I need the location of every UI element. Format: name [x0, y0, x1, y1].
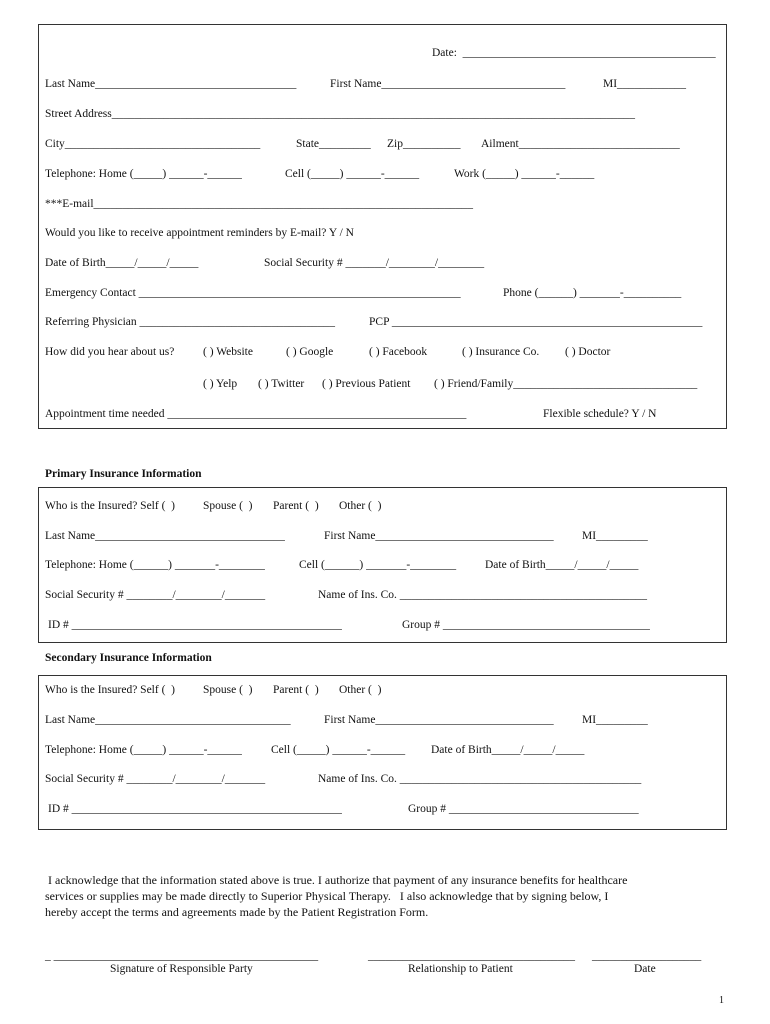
referral-option-previous-patient[interactable]: ( ) Previous Patient [322, 378, 411, 390]
signature-line[interactable]: _ ______________________________________________ [45, 950, 319, 962]
secondary-mi-field[interactable]: MI_________ [582, 714, 648, 726]
primary-insured-self[interactable]: Who is the Insured? Self ( ) [45, 500, 175, 512]
first-name-field[interactable]: First Name________________________________ [330, 78, 566, 90]
secondary-home-phone-field[interactable]: Telephone: Home (_____) ______-______ [45, 744, 242, 756]
primary-insured-parent[interactable]: Parent ( ) [273, 500, 319, 512]
referral-source-label: How did you hear about us? [45, 346, 175, 358]
referral-option-website[interactable]: ( ) Website [203, 346, 253, 358]
primary-insured-other[interactable]: Other ( ) [339, 500, 382, 512]
primary-ssn-field[interactable]: Social Security # ________/________/_______ [45, 589, 266, 601]
relationship-label: Relationship to Patient [408, 963, 513, 975]
page-number: 1 [719, 995, 724, 1006]
referral-option-facebook[interactable]: ( ) Facebook [369, 346, 428, 358]
primary-insurance-company-field[interactable]: Name of Ins. Co. ___________________________________________ [318, 589, 648, 601]
secondary-insured-self[interactable]: Who is the Insured? Self ( ) [45, 684, 175, 696]
cell-phone-field[interactable]: Cell (_____) ______-______ [285, 168, 420, 180]
state-field[interactable]: State_________ [296, 138, 371, 150]
flexible-schedule-question[interactable]: Flexible schedule? Y / N [543, 408, 657, 420]
email-field[interactable]: ***E-mail__________________________________________________________________ [45, 198, 474, 210]
zip-field[interactable]: Zip__________ [387, 138, 461, 150]
referral-option-doctor[interactable]: ( ) Doctor [565, 346, 611, 358]
secondary-first-name-field[interactable]: First Name_______________________________ [324, 714, 554, 726]
referral-option-friend-family[interactable]: ( ) Friend/Family________________________________ [434, 378, 698, 390]
secondary-insured-other[interactable]: Other ( ) [339, 684, 382, 696]
secondary-ssn-field[interactable]: Social Security # ________/________/_______ [45, 773, 266, 785]
primary-id-field[interactable]: ID # _______________________________________________ [48, 619, 342, 631]
ailment-field[interactable]: Ailment____________________________ [481, 138, 680, 150]
secondary-insurance-heading: Secondary Insurance Information [45, 652, 212, 664]
primary-dob-field[interactable]: Date of Birth_____/_____/_____ [485, 559, 639, 571]
emergency-contact-field[interactable]: Emergency Contact ________________________________________________________ [45, 287, 461, 299]
primary-home-phone-field[interactable]: Telephone: Home (______) _______-________ [45, 559, 265, 571]
primary-cell-phone-field[interactable]: Cell (______) _______-________ [299, 559, 457, 571]
secondary-insured-parent[interactable]: Parent ( ) [273, 684, 319, 696]
primary-insurance-heading: Primary Insurance Information [45, 468, 202, 480]
signature-label: Signature of Responsible Party [110, 963, 253, 975]
secondary-cell-phone-field[interactable]: Cell (_____) ______-______ [271, 744, 406, 756]
acknowledgement-line-3: hereby accept the terms and agreements made by the Patient Registration Form. [45, 905, 429, 919]
referral-option-google[interactable]: ( ) Google [286, 346, 334, 358]
acknowledgement-line-1: I acknowledge that the information stated above is true. I authorize that payment of any insurance benefits for healthcare [45, 873, 628, 887]
emergency-phone-field[interactable]: Phone (______) _______-__________ [503, 287, 682, 299]
date-field[interactable]: Date: ____________________________________________ [432, 47, 716, 59]
date-label: Date [634, 963, 656, 975]
social-security-field[interactable]: Social Security # _______/________/________ [264, 257, 485, 269]
primary-last-name-field[interactable]: Last Name_________________________________ [45, 530, 285, 542]
date-line[interactable]: ___________________ [592, 950, 702, 962]
street-address-field[interactable]: Street Address___________________________________________________________________________________________ [45, 108, 636, 120]
secondary-insurance-company-field[interactable]: Name of Ins. Co. __________________________________________ [318, 773, 642, 785]
primary-first-name-field[interactable]: First Name_______________________________ [324, 530, 554, 542]
primary-mi-field[interactable]: MI_________ [582, 530, 648, 542]
secondary-insured-spouse[interactable]: Spouse ( ) [203, 684, 253, 696]
relationship-line[interactable]: ____________________________________ [368, 950, 575, 962]
pcp-field[interactable]: PCP ______________________________________________________ [369, 316, 703, 328]
primary-insured-spouse[interactable]: Spouse ( ) [203, 500, 253, 512]
referral-option-insurance[interactable]: ( ) Insurance Co. [462, 346, 540, 358]
secondary-group-field[interactable]: Group # _________________________________ [408, 803, 639, 815]
date-of-birth-field[interactable]: Date of Birth_____/_____/_____ [45, 257, 199, 269]
secondary-dob-field[interactable]: Date of Birth_____/_____/_____ [431, 744, 585, 756]
work-phone-field[interactable]: Work (_____) ______-______ [454, 168, 595, 180]
referral-option-twitter[interactable]: ( ) Twitter [258, 378, 305, 390]
secondary-last-name-field[interactable]: Last Name__________________________________ [45, 714, 291, 726]
mi-field[interactable]: MI____________ [603, 78, 687, 90]
city-field[interactable]: City__________________________________ [45, 138, 261, 150]
home-phone-field[interactable]: Telephone: Home (_____) ______-______ [45, 168, 242, 180]
primary-group-field[interactable]: Group # ____________________________________ [402, 619, 650, 631]
email-reminders-question[interactable]: Would you like to receive appointment reminders by E-mail? Y / N [45, 227, 354, 239]
referral-option-yelp[interactable]: ( ) Yelp [203, 378, 238, 390]
secondary-id-field[interactable]: ID # _______________________________________________ [48, 803, 342, 815]
appointment-time-field[interactable]: Appointment time needed ____________________________________________________ [45, 408, 467, 420]
acknowledgement-line-2: services or supplies may be made directly to Superior Physical Therapy. I also acknowledge that by signing below, I [45, 889, 609, 903]
last-name-field[interactable]: Last Name___________________________________ [45, 78, 297, 90]
referring-physician-field[interactable]: Referring Physician __________________________________ [45, 316, 336, 328]
